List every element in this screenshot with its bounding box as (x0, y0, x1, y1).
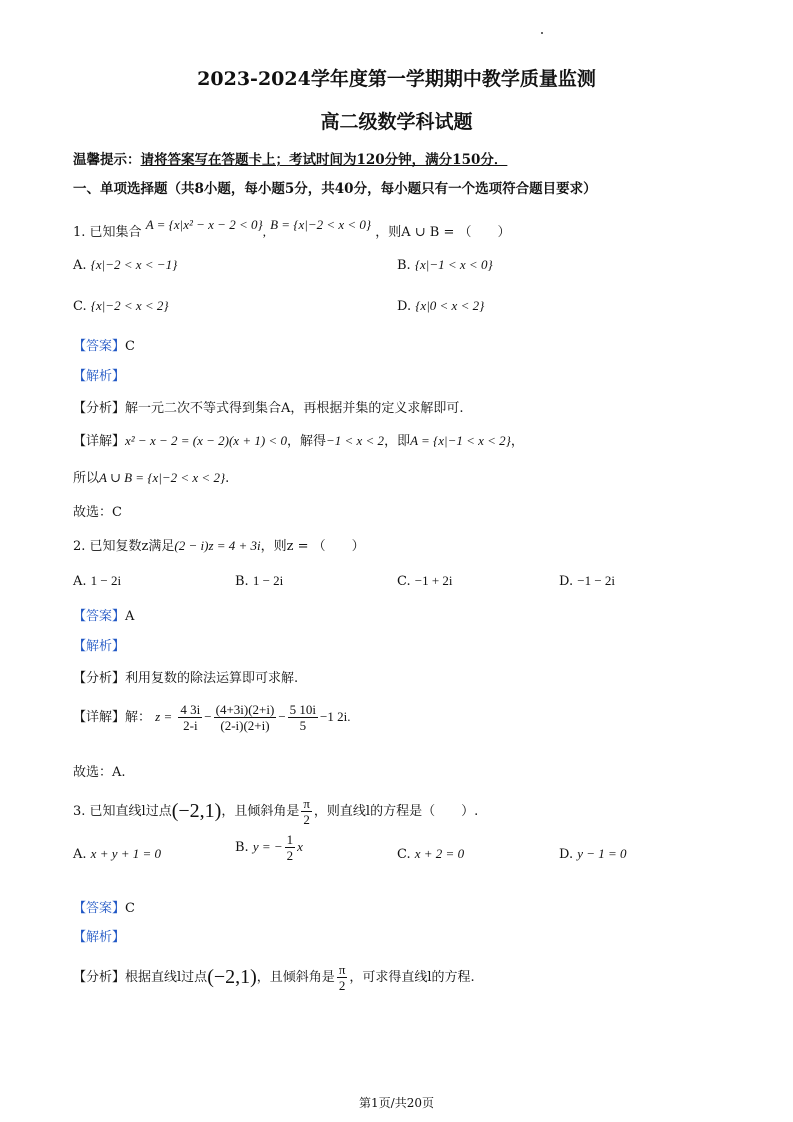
option-text: 1 − 2i (252, 573, 284, 588)
option-text: x + 2 = 0 (414, 846, 465, 861)
option-text: −1 + 2i (414, 573, 453, 588)
q2-analysis-tag: 【解析】 (73, 639, 126, 654)
option-label: B. (235, 840, 249, 855)
q1-option-d (397, 298, 484, 315)
q2-option-b (235, 573, 283, 590)
q2-number: 2. (73, 539, 86, 554)
option-label: D. (397, 299, 412, 314)
q1-conclusion (73, 470, 229, 487)
q3-option-c (397, 846, 464, 863)
fenxi-text: 根据直线l过点 (125, 970, 208, 985)
fraction (301, 796, 312, 827)
option-text: {x|−2 < x < 2} (90, 298, 169, 313)
q1-option-c (73, 298, 169, 315)
answer-value: C (125, 339, 135, 354)
fraction-denominator: 5 (299, 718, 307, 733)
q3-option-d (559, 846, 627, 863)
q2-stem (73, 538, 365, 555)
option-text: y = − (252, 839, 283, 854)
fraction (214, 702, 277, 733)
detail-text: ， (510, 434, 524, 449)
q2-answer (73, 609, 134, 625)
q3-stem-mid: ，且倾斜角是 (221, 804, 300, 819)
exam-title: 2023-2024学年度第一学期期中教学质量监测 (197, 68, 596, 90)
q3-option-a (73, 846, 161, 863)
detail-math: x² − x − 2 = (x − 2)(x + 1) < 0 (125, 433, 287, 448)
conclusion-text: . (225, 471, 230, 486)
fenxi-tag: 【分析】 (73, 401, 126, 416)
detail-text: ，即 (384, 434, 411, 449)
fraction-numerator: π (338, 962, 346, 977)
option-text: −1 − 2i (577, 573, 616, 588)
q2-choose: 故选：A. (73, 765, 126, 780)
fenxi-tag: 【分析】 (73, 970, 126, 985)
q2-stem-math: (2 − i)z = 4 + 3i (174, 538, 261, 553)
conclusion-math: A ∪ B = {x|−2 < x < 2} (99, 470, 226, 485)
fenxi-tag: 【分析】 (73, 671, 126, 686)
q1-stem-suffix: ，则A ∪ B = （ ） (375, 225, 511, 240)
fraction-numerator: π (303, 796, 310, 811)
q1-fenxi (73, 401, 464, 417)
option-text: {x|−2 < x < −1} (90, 257, 178, 272)
q3-analysis-tag: 【解析】 (73, 930, 126, 945)
q1-answer (73, 339, 135, 355)
tip-label: 温馨提示： (73, 152, 141, 168)
fraction-denominator: 2 (303, 812, 310, 827)
fenxi-text: ，且倾斜角是 (256, 970, 335, 985)
q1-detail (73, 433, 524, 450)
tip-line (73, 152, 507, 168)
fraction-denominator: (2-i)(2+i) (220, 718, 270, 733)
q3-answer (73, 901, 135, 917)
option-label: C. (397, 847, 411, 862)
detail-text: ，解得 (286, 434, 326, 449)
q3-stem (73, 796, 478, 827)
q2-option-a (73, 573, 121, 590)
q3-fenxi (73, 962, 475, 993)
q1-analysis-tag: 【解析】 (73, 369, 126, 384)
q2-stem-prefix: 已知复数z满足 (89, 539, 175, 554)
fraction (337, 962, 348, 993)
answer-tag: 【答案】 (73, 609, 126, 624)
q1-set-b: B = {x|−2 < x < 0} (270, 217, 372, 232)
option-label: A. (73, 258, 87, 273)
q3-point: (−2,1) (207, 966, 257, 988)
detail-tag: 【详解】 (73, 434, 126, 449)
detail-result: 1 2i (327, 709, 348, 724)
q2-option-d (559, 573, 615, 590)
fenxi-text: 利用复数的除法运算即可求解. (125, 671, 299, 686)
q1-option-b (397, 257, 493, 274)
fraction-denominator: 2 (338, 978, 346, 993)
speck (541, 32, 543, 34)
fraction-denominator: 2-i (183, 718, 198, 733)
q1-stem: 1. 已知集合 A = {x|x² − x − 2 < 0}, B = {x|−2 < x < 0} ，则A ∪ B = （ ） (73, 217, 511, 240)
fraction-numerator: (4+3i)(2+i) (215, 702, 275, 717)
detail-tag: 【详解】 (73, 710, 126, 725)
q2-detail: 【详解】解： z = $\frac{4 3i}{2-i}$ − $\frac{(4+3i)(2+i)}{(2-i)(2+i)}$ − $\frac{5 10i}{5}$ −1 2i. (73, 702, 351, 733)
option-label: B. (397, 258, 411, 273)
detail-math: −1 < x < 2 (325, 433, 385, 448)
option-label: A. (73, 574, 87, 589)
option-text: y − 1 = 0 (577, 846, 627, 861)
option-text: {x|0 < x < 2} (415, 298, 485, 313)
q1-option-a (73, 257, 177, 274)
q1-number: 1. (73, 225, 86, 240)
option-text: {x|−1 < x < 0} (414, 257, 493, 272)
conclusion-text: 所以 (73, 471, 100, 486)
q2-fenxi (73, 671, 298, 687)
answer-value: C (125, 901, 135, 916)
q3-stem-suffix: ，则直线l的方程是（ ）. (313, 804, 479, 819)
page-footer: 第1页/共20页 (359, 1096, 434, 1110)
detail-math: A = {x|−1 < x < 2} (410, 433, 511, 448)
tip-text: 请将答案写在答题卡上；考试时间为120分钟，满分150分． (140, 152, 508, 168)
fenxi-text: 解一元二次不等式得到集合A，再根据并集的定义求解即可. (125, 401, 464, 416)
detail-math: z = (155, 709, 173, 724)
answer-tag: 【答案】 (73, 901, 126, 916)
option-label: B. (235, 574, 249, 589)
option-label: C. (397, 574, 411, 589)
fraction-numerator: 4 3i (180, 702, 201, 717)
fraction-numerator: 1 (286, 832, 294, 847)
exam-subtitle: 高二级数学科试题 (320, 111, 473, 133)
answer-tag: 【答案】 (73, 339, 126, 354)
q1-stem-prefix: 已知集合 (89, 225, 142, 240)
option-label: D. (559, 847, 574, 862)
fraction (288, 702, 318, 733)
fraction (178, 702, 202, 733)
option-text: x (297, 839, 303, 854)
q3-point: (−2,1) (171, 800, 222, 822)
option-label: A. (73, 847, 87, 862)
q1-choose: 故选：C (73, 505, 122, 520)
q2-stem-suffix: ，则z = （ ） (260, 539, 365, 554)
q2-option-c (397, 573, 453, 590)
q3-option-b (235, 832, 303, 863)
option-label: D. (559, 574, 574, 589)
option-label: C. (73, 299, 87, 314)
detail-text: 解： (125, 710, 152, 725)
fraction (285, 832, 296, 863)
fenxi-text: ，可求得直线l的方程. (349, 970, 475, 985)
q3-stem-prefix: 已知直线l过点 (89, 804, 172, 819)
fraction-numerator: 5 10i (289, 702, 317, 717)
q1-set-a: A = {x|x² − x − 2 < 0} (145, 217, 263, 232)
q3-number: 3. (73, 804, 86, 819)
answer-value: A (125, 609, 135, 624)
fraction-denominator: 2 (286, 848, 294, 863)
option-text: 1 − 2i (90, 573, 122, 588)
option-text: x + y + 1 = 0 (90, 846, 162, 861)
section-heading: 一、单项选择题（共8小题，每小题5分，共40分，每小题只有一个选项符合题目要求） (73, 181, 597, 197)
